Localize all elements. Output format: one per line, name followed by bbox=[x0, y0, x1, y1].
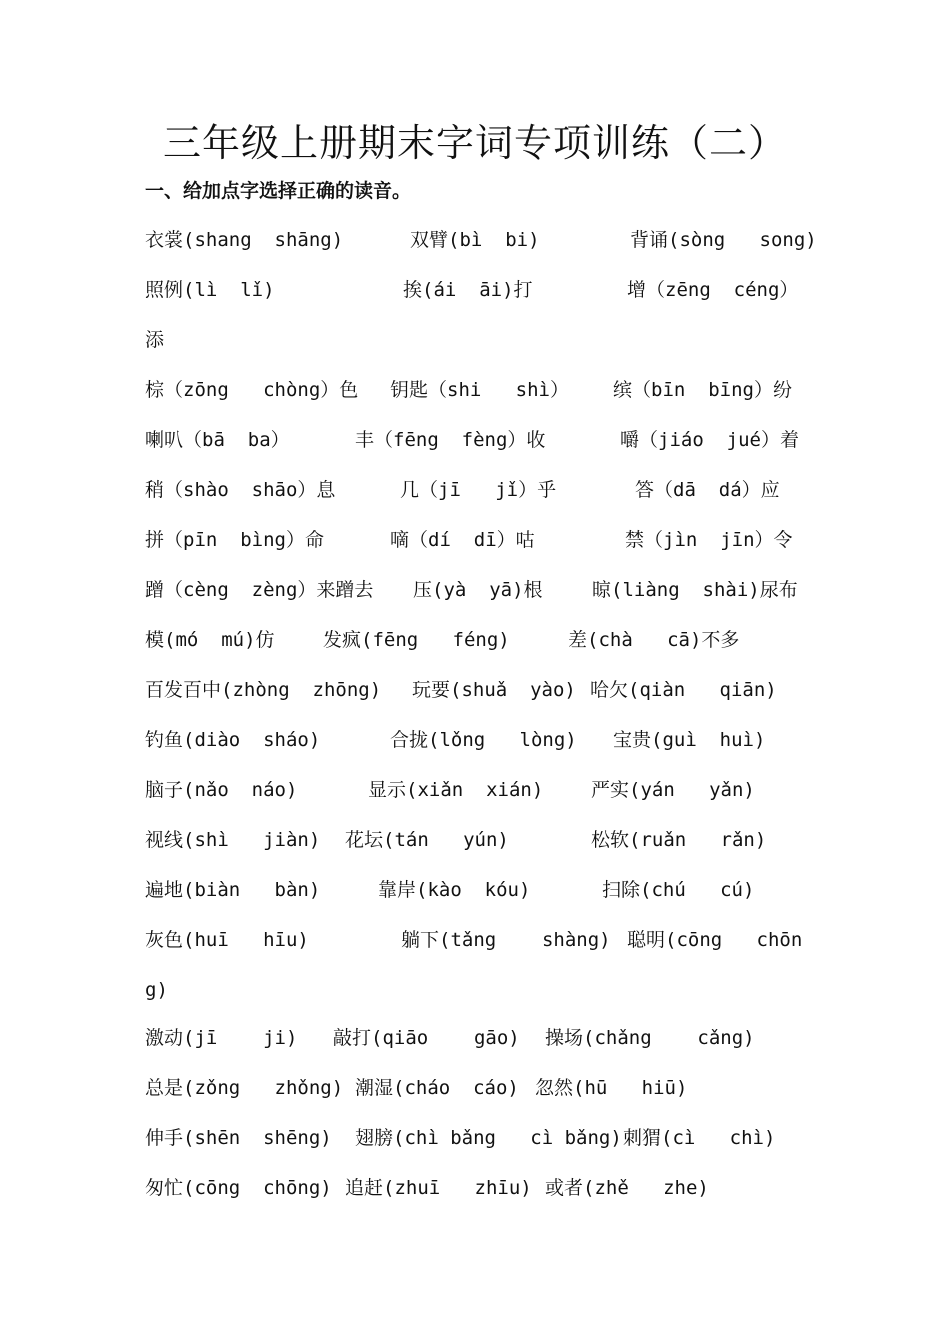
exercise-item: 压(yà yā)根 bbox=[413, 579, 543, 601]
exercise-item: 添 bbox=[145, 329, 165, 351]
exercise-line bbox=[145, 824, 845, 856]
exercise-item: 差(chà cā)不多 bbox=[568, 629, 740, 651]
exercise-item: 百发百中(zhòng zhōng) bbox=[145, 679, 382, 701]
exercise-item: 激动(jī ji) bbox=[145, 1027, 298, 1049]
exercise-item: 严实(yán yǎn) bbox=[591, 779, 755, 801]
exercise-line bbox=[145, 374, 845, 406]
exercise-item: 答（dā dá）应 bbox=[635, 479, 780, 501]
exercise-item: 灰色(huī hīu) bbox=[145, 929, 309, 951]
exercise-item: 聪明(cōng chōn bbox=[627, 929, 803, 951]
exercise-item: 合拢(lǒng lòng) bbox=[390, 729, 577, 751]
exercise-item: 禁（jìn jīn）令 bbox=[625, 529, 793, 551]
exercise-item: 花坛(tán yún) bbox=[345, 829, 509, 851]
exercise-line bbox=[145, 874, 845, 906]
exercise-item: 或者(zhě zhe) bbox=[545, 1177, 709, 1199]
exercise-line bbox=[145, 674, 845, 706]
exercise-item: 棕（zōng chòng）色 bbox=[145, 379, 359, 401]
exercise-item: 扫除(chú cú) bbox=[602, 879, 755, 901]
exercise-item: 操场(chǎng cǎng) bbox=[545, 1027, 755, 1049]
section-heading: 一、给加点字选择正确的读音。 bbox=[145, 180, 412, 202]
exercise-line bbox=[145, 224, 845, 256]
exercise-line bbox=[145, 1172, 845, 1204]
exercise-item: 遍地(biàn bàn) bbox=[145, 879, 321, 901]
exercise-line bbox=[145, 774, 845, 806]
exercise-item: 背诵(sòng song) bbox=[630, 229, 817, 251]
exercise-item: 挨(ái āi)打 bbox=[403, 279, 533, 301]
exercise-line bbox=[145, 624, 845, 656]
exercise-item: 靠岸(kào kóu) bbox=[378, 879, 531, 901]
exercise-line bbox=[145, 924, 845, 956]
exercise-item: 喇叭（bā ba） bbox=[145, 429, 290, 451]
exercise-item: 嘀（dí dī）咕 bbox=[390, 529, 535, 551]
exercise-item: 缤（bīn bīng）纷 bbox=[613, 379, 792, 401]
exercise-item: 玩要(shuǎ yào) bbox=[412, 679, 576, 701]
exercise-line bbox=[145, 424, 845, 456]
page-title: 三年级上册期末字词专项训练（二） bbox=[162, 121, 787, 165]
exercise-item: 钓鱼(diào sháo) bbox=[145, 729, 321, 751]
exercise-line bbox=[145, 274, 845, 306]
exercise-line bbox=[145, 574, 845, 606]
exercise-item: 丰（fēng fèng）收 bbox=[355, 429, 546, 451]
exercise-item: 松软(ruǎn rǎn) bbox=[591, 829, 767, 851]
exercise-item: 蹭（cèng zèng）来蹭去 bbox=[145, 579, 374, 601]
exercise-line bbox=[145, 1072, 845, 1104]
exercise-item: 脑子(nǎo náo) bbox=[145, 779, 298, 801]
exercise-item: 视线(shì jiàn) bbox=[145, 829, 321, 851]
exercise-item: 伸手(shēn shēng) bbox=[145, 1127, 332, 1149]
exercise-line bbox=[145, 974, 845, 1006]
exercise-line bbox=[145, 474, 845, 506]
exercise-item: 忽然(hū hiū) bbox=[535, 1077, 688, 1099]
exercise-line bbox=[145, 524, 845, 556]
exercise-line bbox=[145, 1122, 845, 1154]
exercise-item: 躺下(tǎng shàng) bbox=[401, 929, 611, 951]
exercise-item: 嚼（jiáo jué）着 bbox=[620, 429, 799, 451]
exercise-item: 双臂(bì bi) bbox=[410, 229, 540, 251]
exercise-item: 衣裳(shang shāng) bbox=[145, 229, 344, 251]
exercise-item: 发疯(fēng féng) bbox=[323, 629, 510, 651]
exercise-item: 稍（shào shāo）息 bbox=[145, 479, 336, 501]
exercise-item: 拼（pīn bìng）命 bbox=[145, 529, 324, 551]
exercise-item: 显示(xiǎn xián) bbox=[368, 779, 544, 801]
exercise-item: 几（jī jǐ）乎 bbox=[400, 479, 557, 501]
exercise-item: 敲打(qiāo gāo) bbox=[333, 1027, 520, 1049]
exercise-item: 匆忙(cōng chōng) bbox=[145, 1177, 332, 1199]
exercise-item: 晾(liàng shài)尿布 bbox=[592, 579, 798, 601]
exercise-item: 追赶(zhuī zhīu) bbox=[345, 1177, 532, 1199]
exercise-item: 总是(zǒng zhǒng) bbox=[145, 1077, 344, 1099]
exercise-item: 钥匙（shi shì） bbox=[390, 379, 569, 401]
exercise-item: 哈欠(qiàn qiān) bbox=[590, 679, 777, 701]
exercise-item: g) bbox=[145, 979, 168, 1001]
exercise-item: 模(mó mú)仿 bbox=[145, 629, 275, 651]
exercise-item: 潮湿(cháo cáo) bbox=[355, 1077, 519, 1099]
exercise-item: 宝贵(guì huì) bbox=[613, 729, 766, 751]
exercise-item: 增（zēng céng） bbox=[627, 279, 799, 301]
exercise-line bbox=[145, 1022, 845, 1054]
exercise-line bbox=[145, 324, 845, 356]
exercise-item: 翅膀(chì bǎng cì bǎng) bbox=[355, 1127, 622, 1149]
exercise-item: 刺猬(cì chì) bbox=[623, 1127, 776, 1149]
exercise-item: 照例(lì lǐ) bbox=[145, 279, 275, 301]
exercise-line bbox=[145, 724, 845, 756]
